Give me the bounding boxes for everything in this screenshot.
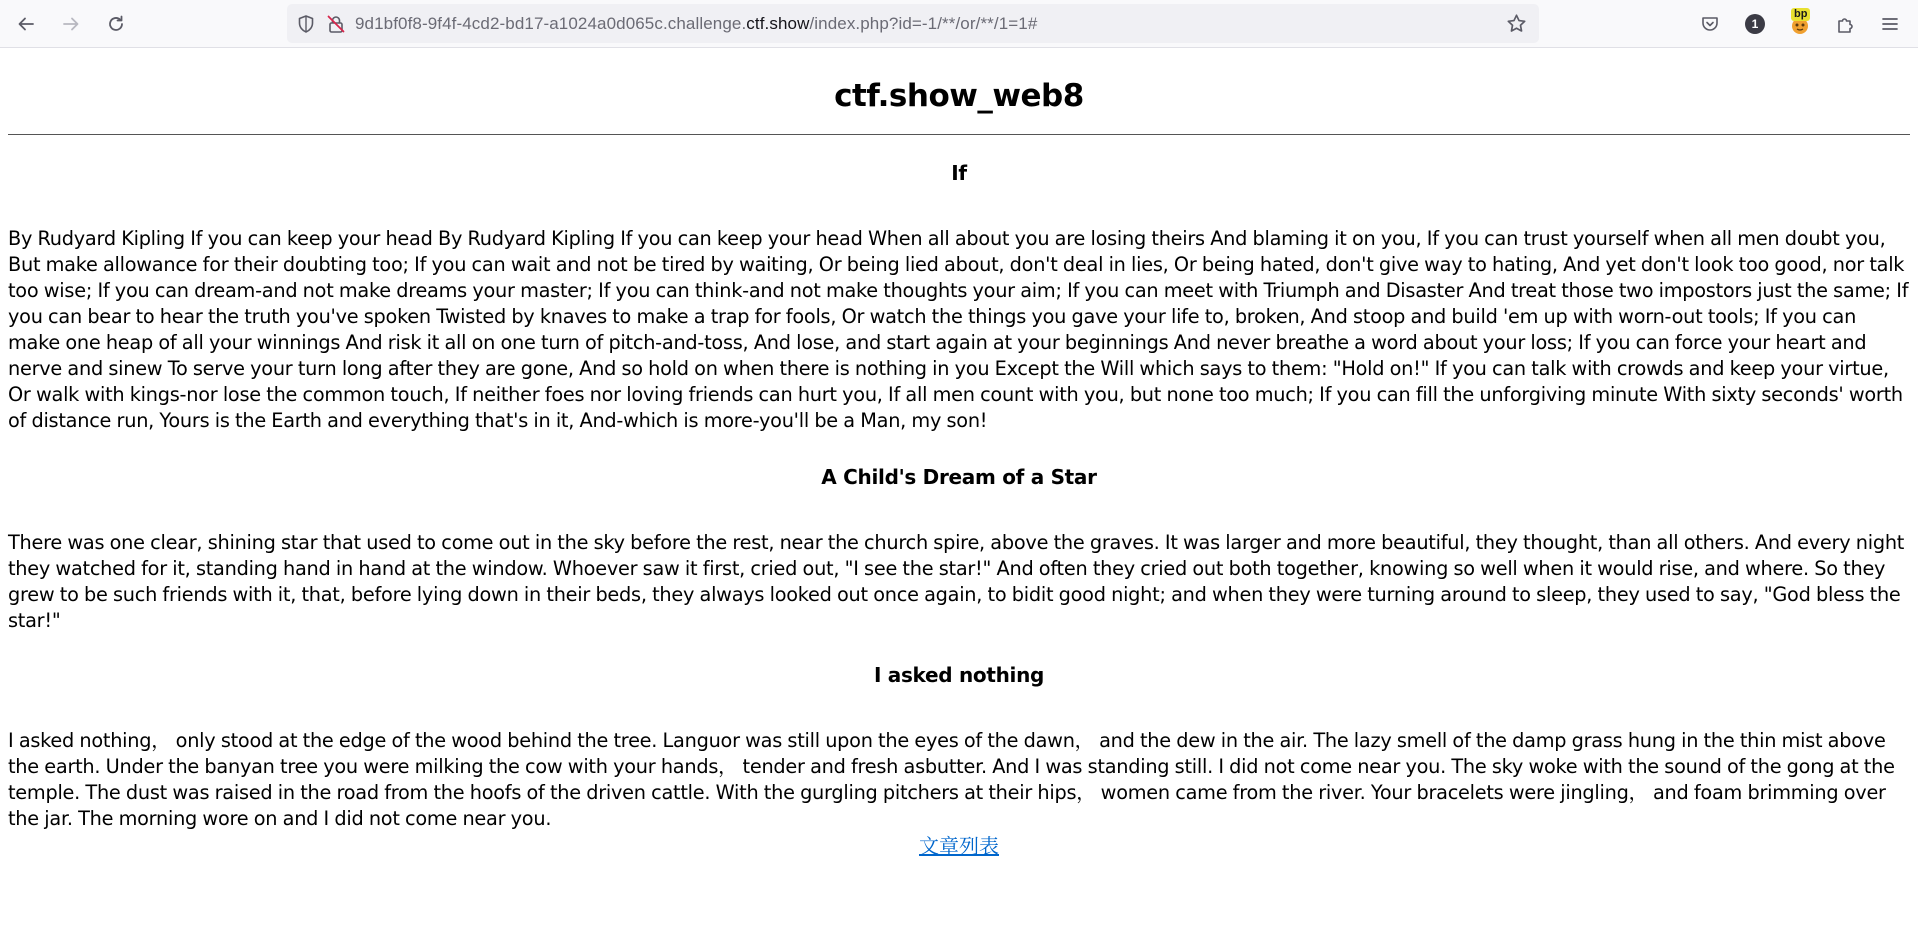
bookmark-star-icon[interactable] — [1505, 13, 1527, 35]
extensions-button[interactable] — [1827, 6, 1863, 42]
pocket-icon — [1700, 14, 1720, 34]
browser-toolbar — [0, 0, 1918, 48]
insecure-lock-icon[interactable] — [325, 13, 347, 35]
bp-extension-button[interactable] — [1782, 6, 1818, 42]
reload-icon — [106, 14, 126, 34]
back-button[interactable] — [8, 6, 44, 42]
article-heading: I asked nothing — [873, 663, 1045, 687]
pocket-button[interactable] — [1692, 6, 1728, 42]
article-heading: If — [951, 161, 967, 185]
url-suffix: /index.php?id=-1/**/or/**/1=1# — [809, 13, 1038, 33]
title-divider — [8, 134, 1910, 135]
reload-button[interactable] — [98, 6, 134, 42]
article-body: I asked nothing， only stood at the edge of the wood behind the tree. Languor was still upon the eyes of the dawn， and the dew in the air. The lazy smell of the damp grass hung in the thin mist above the earth. Under the banyan tree you were milking the cow with your hands， tender and fresh asbutter. And I was standing still. I did not come near you. The sky woke with the sound of the gong at the temple. The dust was raised in the road from the hoofs of the driven cattle. With the gurgling pitchers at their hips， women came from the river. Your bracelets were jingling， and foam brimming over the jar. The morning wore on and I did not come near you. — [8, 729, 1895, 830]
url-bar[interactable] — [287, 4, 1539, 43]
article-body: By Rudyard Kipling If you can keep your head By Rudyard Kipling If you can keep your head When all about you are losing theirs And blaming it on you, If you can trust yourself when all men doubt you, But make allowance for their doubting too; If you can wait and not be tired by waiting, Or being lied about, don't deal in lies, Or being hated, don't give way to hating, And yet don't look too good, nor talk too wise; If you can dream-and not make dreams your master; If you can think-and not make thoughts your aim; If you can meet with Triumph and Disaster And treat those two impostors just the same; If you can bear to hear the truth you've spoken Twisted by knaves to make a trap for fools, Or watch the things you gave your life to, broken, And stoop and build 'em up with worn-out tools; If you can make one heap of all your winnings And risk it all on one turn of pitch-and-toss, And lose, and start again at your beginnings And never breathe a word about your loss; If you can force your heart and nerve and sinew To serve your turn long after they are gone, And so hold on when there is nothing in you Except the Will which says to them: "Hold on!" If you can talk with crowds and keep your virtue, Or walk with kings-nor lose the common touch, If neither foes nor loving friends can hurt you, If all men count with you, but none too much; If you can fill the unforgiving minute With sixty seconds' worth of distance run, Yours is the Earth and everything that's in it, And-which is more-you'll be a Man, my son! — [8, 227, 1909, 432]
puzzle-icon — [1835, 14, 1855, 34]
arrow-left-icon — [16, 14, 36, 34]
article-heading: A Child's Dream of a Star — [821, 465, 1097, 489]
menu-button[interactable] — [1872, 6, 1908, 42]
account-badge-button[interactable] — [1737, 6, 1773, 42]
toolbar-right — [1683, 0, 1908, 47]
article-i-asked-nothing — [8, 662, 1910, 832]
arrow-right-icon — [61, 14, 81, 34]
url-prefix: 9d1bf0f8-9f4f-4cd2-bd17-a1024a0d065c.challenge. — [355, 13, 747, 33]
count-badge: 1 — [1745, 14, 1765, 34]
article-if — [8, 160, 1910, 434]
article-list-link-row — [8, 833, 1910, 861]
page-content — [0, 78, 1918, 861]
hamburger-menu-icon — [1880, 14, 1900, 34]
page-title: ctf.show_web8 — [834, 78, 1084, 114]
bp-label: bp — [1791, 8, 1810, 21]
url-domain: ctf.show — [746, 13, 810, 33]
forward-button[interactable] — [53, 6, 89, 42]
article-body: There was one clear, shining star that used to come out in the sky before the rest, near the church spire, above the graves. It was larger and more beautiful, they thought, than all others. And every night they watched for it, standing hand in hand at the window. Whoever saw it first, cried out, "I see the star!" And often they cried out both together, knowing so well when it would rise, and where. So they grew to be such friends with it, that, before lying down in their beds, they always looked out once again, to bidit good night; and when they were turning around to sleep, they used to say, "God bless the star!" — [8, 531, 1905, 632]
article-list-link[interactable]: 文章列表 — [919, 834, 999, 858]
article-childs-dream — [8, 464, 1910, 634]
url-text[interactable] — [355, 14, 1037, 34]
shield-icon[interactable] — [295, 13, 317, 35]
